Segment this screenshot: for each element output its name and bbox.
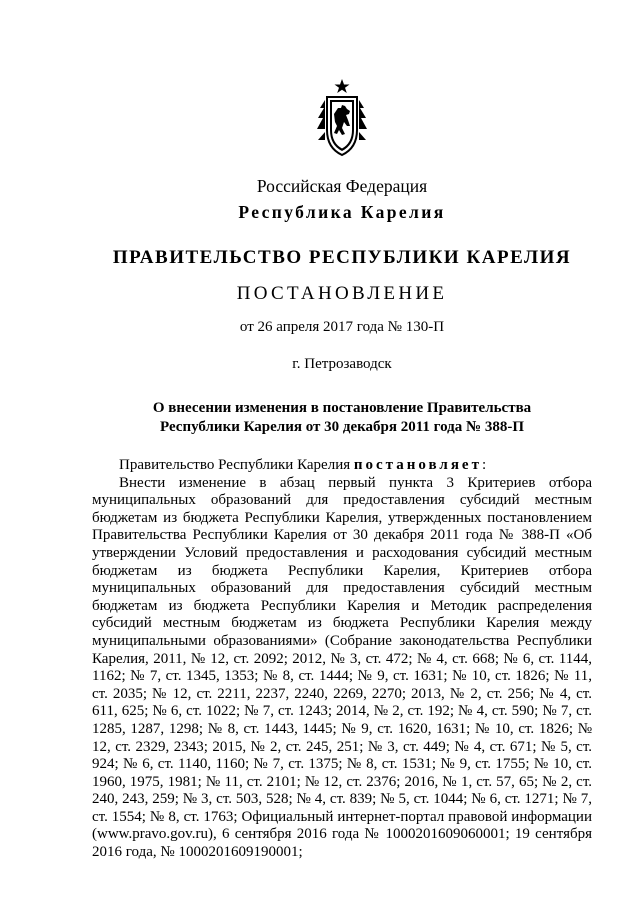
document-subject bbox=[92, 399, 592, 437]
intro-paragraph bbox=[92, 457, 592, 475]
document-city: г. Петрозаводск bbox=[292, 356, 392, 372]
main-paragraph: Внести изменение в абзац первый пункта 3 Критериев отбора муниципальных образований для предоставления субсидий местным бюджетам из бюджета Республики Карелия, утвержденных постановлением Правительства Республики Карелия от 30 декабря 2011 года № 388-П «Об утверждении Условий предоставления и расходования субсидий местным бюджетам из бюджета Республики Карелия, Критериев отбора муниципальных образований для предоставления субсидий местным бюджетам из бюджета Республики Карелия и Методик распределения субсидий местным бюджетам из бюджета Республики Карелия между муниципальными образованиями» (Собрание законодательства Республики Карелия, 2011, № 12, ст. 2092; 2012, № 3, ст. 472; № 4, ст. 668; № 6, ст. 1144, 1162; № 7, ст. 1345, 1353; № 8, ст. 1444; № 9, ст. 1631; № 10, ст. 1826; № 11, ст. 2035; № 12, ст. 2211, 2237, 2240, 2269, 2270; 2013, № 2, ст. 256; № 4, ст. 611, 625; № 6, ст. 1022; № 7, ст. 1243; 2014, № 2, ст. 192; № 4, ст. 590; № 7, ст. 1285, 1287, 1298; № 8, ст. 1443, 1445; № 9, ст. 1620, 1631; № 10, ст. 1826; № 12, ст. 2329, 2343; 2015, № 2, ст. 245, 251; № 3, ст. 449; № 4, ст. 671; № 5, ст. 924; № 6, ст. 1140, 1160; № 7, ст. 1375; № 8, ст. 1531; № 9, ст. 1755; № 10, ст. 1960, 1975, 1981; № 11, ст. 2101; № 12, ст. 2376; 2016, № 1, ст. 57, 65; № 2, ст. 240, 243, 259; № 3, ст. 503, 528; № 4, ст. 839; № 5, ст. 1044; № 6, ст. 1271; № 7, ст. 1554; № 8, ст. 1763; Официальный интернет-портал правовой информации (www.pravo.gov.ru), 6 сентября 2016 года № 1000201609060001; 19 сентября 2016 года, № 1000201609190001; bbox=[92, 474, 592, 861]
intro-prefix: Правительство Республики Карелия bbox=[119, 457, 354, 473]
document-date-number: от 26 апреля 2017 года № 130-П bbox=[239, 319, 445, 335]
intro-suffix: : bbox=[481, 457, 487, 473]
document-body bbox=[92, 457, 592, 862]
document-type-title: ПОСТАНОВЛЕНИЕ bbox=[236, 283, 448, 304]
karelia-coat-of-arms-icon bbox=[312, 78, 372, 158]
subject-line-1: О внесении изменения в постановление Правительства bbox=[152, 400, 532, 416]
emblem-container bbox=[92, 78, 592, 158]
federation-label: Российская Федерация bbox=[256, 176, 428, 196]
intro-verb: постановляет bbox=[353, 457, 482, 473]
subject-line-2: Республики Карелия от 30 декабря 2011 года № 388-П bbox=[159, 419, 525, 435]
government-title: ПРАВИТЕЛЬСТВО РЕСПУБЛИКИ КАРЕЛИЯ bbox=[112, 247, 572, 268]
republic-label: Республика Карелия bbox=[238, 202, 446, 222]
